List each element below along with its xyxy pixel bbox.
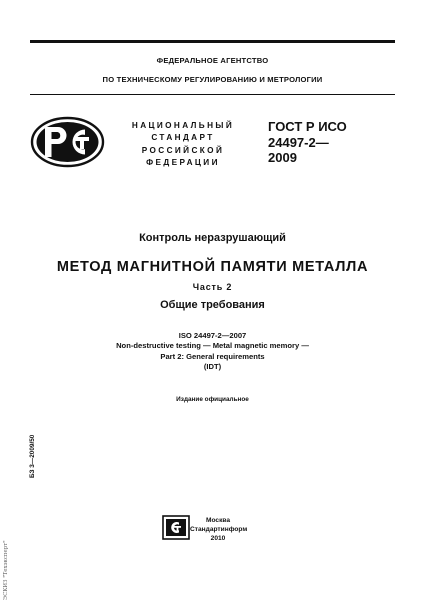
iso-line: Non-destructive testing — Metal magnetic memory — [116, 341, 309, 351]
national-standard-label [118, 120, 248, 169]
iso-line: (IDT) [203, 362, 222, 372]
edition-label: Издание официальное [176, 396, 249, 403]
publisher-line: Стандартинформ [190, 526, 248, 533]
publisher-line: 2010 [210, 535, 226, 542]
national-line: ФЕДЕРАЦИИ [146, 157, 220, 167]
publisher-line: Москва [205, 517, 231, 524]
standard-code-line: 24497-2— [268, 134, 329, 150]
agency-line-2: ПО ТЕХНИЧЕСКОМУ РЕГУЛИРОВАНИЮ И МЕТРОЛОГИИ [102, 75, 323, 84]
standard-code [268, 119, 398, 166]
standard-code-line: ГОСТ Р ИСО [268, 119, 347, 134]
standard-code-line: 2009 [268, 150, 297, 165]
iso-line: ISO 24497-2—2007 [178, 331, 247, 340]
part-title: Общие требования [160, 299, 265, 311]
part-number: Часть 2 [192, 282, 233, 292]
watermark: ЭСКИЗ "Техэксперт" [3, 540, 9, 600]
national-line: НАЦИОНАЛЬНЫЙ [131, 121, 235, 130]
national-line: СТАНДАРТ [151, 133, 215, 143]
publisher-info [190, 516, 246, 543]
publisher-logo [162, 515, 190, 540]
gost-r-logo [30, 116, 105, 168]
iso-reference [30, 331, 395, 373]
iso-line: Part 2: General requirements [160, 351, 265, 361]
side-code: БЗ 3—2009/50 [29, 434, 36, 478]
main-title: МЕТОД МАГНИТНОЙ ПАМЯТИ МЕТАЛЛА [56, 259, 369, 275]
header-rule [30, 94, 395, 95]
national-line: РОССИЙСКОЙ [141, 145, 225, 155]
subtitle: Контроль неразрушающий [139, 232, 286, 244]
top-rule [30, 40, 395, 43]
agency-line-1: ФЕДЕРАЛЬНОЕ АГЕНТСТВО [156, 56, 269, 65]
